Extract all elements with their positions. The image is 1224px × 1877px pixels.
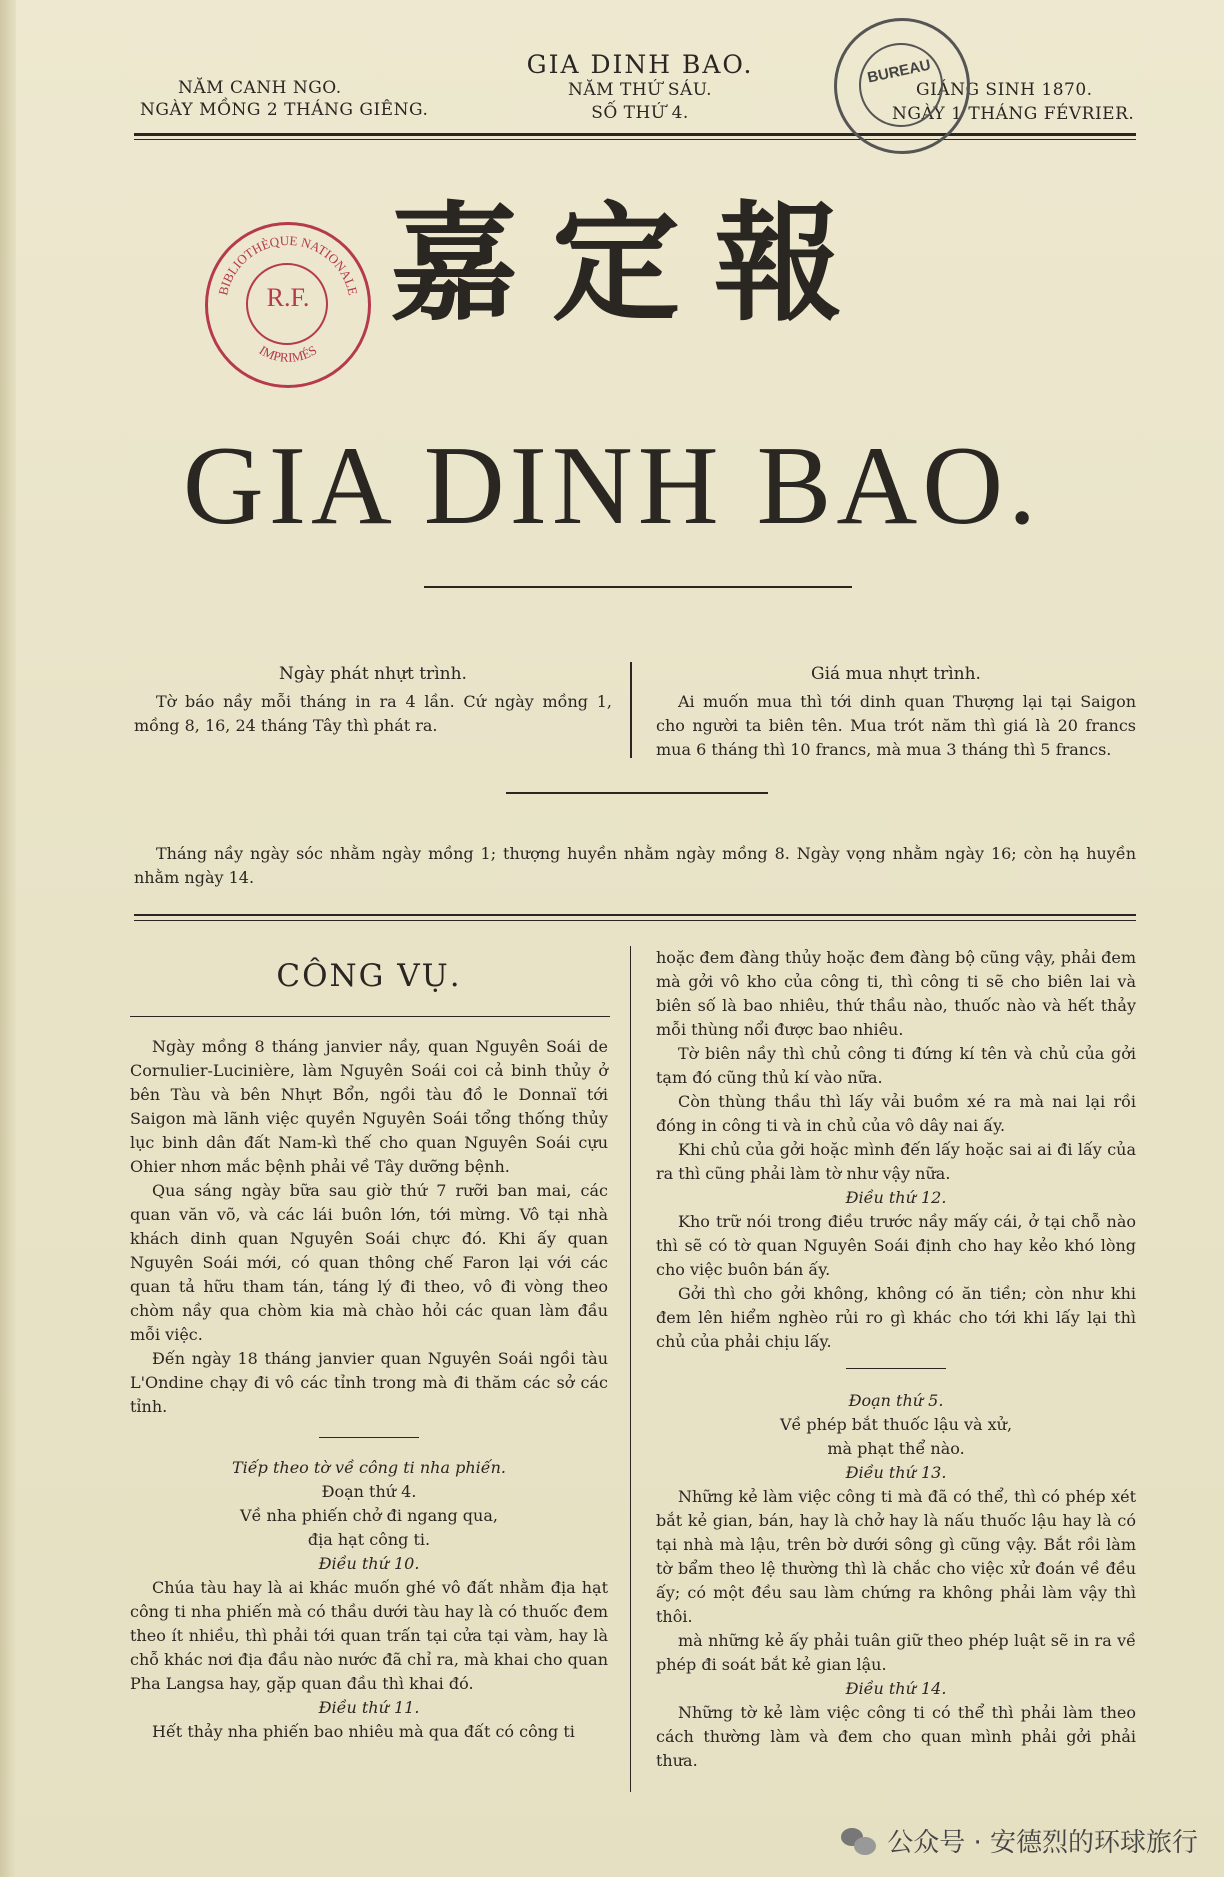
wechat-icon [841, 1826, 877, 1856]
right-paragraph-9: Những tờ kẻ làm việc công ti có thể thì phải làm theo cách thường làm và đem cho quan mình phải gởi phải thưa. [656, 1703, 1136, 1770]
short-rule [319, 1437, 419, 1438]
svg-text:IMPRIMÉS: IMPRIMÉS [256, 342, 320, 365]
dieu-14: Điều thứ 14. [845, 1679, 947, 1698]
section-rule-bottom [134, 920, 1136, 921]
masthead-underline [424, 586, 852, 588]
right-paragraph-5: Kho trữ nói trong điều trước nầy mấy cái, ở tại chỗ nào thì sẽ có tờ quan Nguyên Soái định cho hay kẻo khó lòng cho việc buôn bán ấy. [656, 1212, 1136, 1279]
cong-vu-paragraph-1: Ngày mồng 8 tháng janvier nầy, quan Nguyên Soái de Cornulier-Lucinière, làm Nguyên Soái coi cả binh thủy ở bên Tàu và bên Nhựt Bổn, ngồi tàu đồ le Donnaï tới Saigon mà lãnh việc quyền Nguyên Soái tổng thống thủy lục binh dân đất Nam-kì thế cho quan Nguyên Soái cựu Ohier nhơn mắc bệnh phải về Tây dưỡng bệnh. [130, 1037, 608, 1176]
cong-vu-rule [130, 1016, 610, 1017]
header-left-line1: NĂM CANH NGO. [178, 78, 342, 98]
moon-note-text: Tháng nầy ngày sóc nhằm ngày mồng 1; thượng huyền nhằm ngày mồng 8. Ngày vọng nhằm ngày 16; còn hạ huyền nhằm ngày 14. [134, 844, 1136, 887]
library-stamp-center: R.F. [266, 283, 310, 312]
right-paragraph-8: mà những kẻ ấy phải tuân giữ theo phép luật sẽ in ra về phép đi soát bắt kẻ gian lậu. [656, 1631, 1136, 1674]
header-center-line2: NĂM THỨ SÁU. [568, 80, 712, 100]
library-stamp [205, 222, 371, 388]
right-paragraph-1: hoặc đem đàng thủy hoặc đem đàng bộ cũng vậy, phải đem mà gởi vô kho của công ti, thì công ti sẽ cho biên lai và biên số là bao nhiêu, thứ thầu nào, thuốc nào và hết thảy mỗi thùng nổi được bao nhiêu. [656, 948, 1136, 1039]
dieu-12: Điều thứ 12. [845, 1188, 947, 1207]
info-left [134, 664, 612, 738]
doan-4-desc-2: địa hạt công ti. [307, 1530, 431, 1549]
postal-stamp [834, 18, 970, 154]
info-underline [506, 792, 768, 794]
svg-text:BIBLIOTHÈQUE NATIONALE: BIBLIOTHÈQUE NATIONALE [215, 232, 361, 297]
dieu-13: Điều thứ 13. [845, 1463, 947, 1482]
info-left-body: Tờ báo nầy mỗi tháng in ra 4 lần. Cứ ngày mồng 1, mồng 8, 16, 24 tháng Tây thì phát ra. [134, 692, 612, 735]
header-center-title: GIA DINH BAO. [526, 50, 754, 79]
column-divider [630, 946, 631, 1792]
doan-5: Đoạn thứ 5. [848, 1391, 944, 1410]
header-right-line2: NGÀY 1 THÁNG FÉVRIER. [892, 104, 1135, 124]
moon-note [134, 842, 1136, 890]
left-column [130, 958, 608, 1744]
watermark [841, 1822, 1198, 1859]
page-edge-shadow [0, 0, 16, 1877]
section-rule-top [134, 914, 1136, 916]
masthead-title: GIA DINH BAO. [182, 424, 1042, 548]
cong-vu-title: CÔNG VỤ. [276, 958, 462, 994]
cong-vu-paragraph-2: Qua sáng ngày bữa sau giờ thứ 7 rưỡi ban mai, các quan văn võ, và các lái buôn lớn, tới mừng. Vô tại nhà khách dinh quan Nguyên Soái chực đó. Khi ấy quan Nguyên Soái mới, có quan thông chế Faron lại với các quan tả hữu tham tán, táng lý đi theo, vô đi vòng theo chòm nầy qua chòm kia mà chào hỏi các quan làm đầu mỗi việc. [130, 1181, 608, 1344]
info-right-title: Giá mua nhựt trình. [811, 664, 981, 684]
doan-4-desc-1: Về nha phiến chở đi ngang qua, [240, 1506, 498, 1525]
right-paragraph-7: Những kẻ làm việc công ti mà đã có thể, thì có phép xét bắt kẻ gian, bán, hay là chở hay là nấu thuốc lậu hay là có tại nhà mà lậu, trên bờ dưới sông gì cũng vậy. Bắt rồi làm tờ bẩm theo lệ thường thì là chắc cho việc xử đoán về đều ấy; có một đều sau làm chứng ra không phải làm vậy thì thôi. [656, 1487, 1136, 1626]
right-column-body [656, 946, 1136, 1773]
header-left-line2: NGÀY MỒNG 2 THÁNG GIÊNG. [140, 100, 429, 120]
info-right [656, 664, 1136, 762]
header-rule-thin [134, 139, 1136, 140]
doan-4: Đoạn thứ 4. [321, 1482, 417, 1501]
watermark-text: 公众号 · 安德烈的环球旅行 [887, 1828, 1198, 1858]
right-paragraph-4: Khi chủ của gởi hoặc mình đến lấy hoặc sai ai đi lấy của ra thì cũng phải làm tờ như vậy nữa. [656, 1140, 1136, 1183]
cong-vu-body [130, 1035, 608, 1419]
doan-5-desc-1: Về phép bắt thuốc lậu và xử, [779, 1415, 1013, 1434]
info-left-title: Ngày phát nhựt trình. [279, 664, 467, 684]
postal-stamp-text: BUREAU [865, 56, 933, 87]
info-right-body: Ai muốn mua thì tới dinh quan Thượng lại tại Saigon cho người ta biên tên. Mua trót năm thì giá là 20 francs mua 6 tháng thì 10 francs, mà mua 3 tháng thì 5 francs. [656, 692, 1136, 759]
header-center-line3: SỐ THỨ 4. [591, 103, 689, 123]
right-paragraph-6: Gởi thì cho gởi không, không có ăn tiền; còn như khi đem lên hiểm nghèo rủi ro gì khác cho tới khi lấy lại thì chủ của phải chịu lấy. [656, 1284, 1136, 1351]
header-rule [134, 133, 1136, 136]
right-short-rule [846, 1368, 946, 1369]
sub-heading: Tiếp theo tờ về công ti nha phiến. [232, 1458, 506, 1477]
dieu-10: Điều thứ 10. [318, 1554, 420, 1573]
info-divider [630, 662, 632, 758]
dieu-11-text: Hết thảy nha phiến bao nhiêu mà qua đất có công ti [152, 1722, 575, 1741]
dieu-11: Điều thứ 11. [318, 1698, 420, 1717]
dieu-10-text: Chúa tàu hay là ai khác muốn ghé vô đất nhằm địa hạt công ti nha phiến mà có thầu dưới tàu hay là có thuốc đem theo ít nhiều, thì phải tới quan trấn tại cửa tại vàm, hay là chỗ khác nơi địa đầu nào nước đã chỉ ra, mà khai cho quan Pha Langsa hay, gặp quan đầu thì khai đó. [130, 1578, 608, 1693]
doan-5-desc-2: mà phạt thể nào. [827, 1439, 965, 1458]
header-right-line1: GIÁNG SINH 1870. [916, 80, 1093, 100]
right-paragraph-2: Tờ biên nầy thì chủ công ti đứng kí tên và chủ của gởi tạm đó cũng thủ kí vào nữa. [656, 1044, 1136, 1087]
right-paragraph-3: Còn thùng thầu thì lấy vải buồm xé ra mà nai lại rồi đóng in công ti và in chủ của vô dây nai ấy. [656, 1092, 1136, 1135]
cong-vu-paragraph-3: Đến ngày 18 tháng janvier quan Nguyên Soái ngồi tàu L'Ondine chạy đi vô các tỉnh trong mà đi thăm các sở các tỉnh. [130, 1349, 608, 1416]
right-column [656, 946, 1136, 1773]
chinese-title: 嘉定報 [390, 189, 877, 339]
